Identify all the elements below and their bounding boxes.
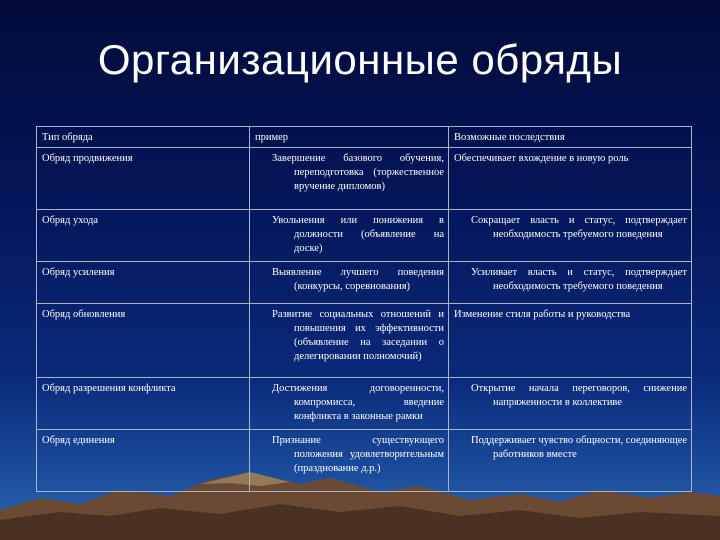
rite-example (250, 148, 449, 210)
rite-type: Обряд обновления (37, 304, 250, 378)
rites-table (36, 126, 692, 492)
rite-type: Обряд усиления (37, 262, 250, 304)
rite-example-text: Увольнения или понижения в должности (объявление на доске) (272, 215, 444, 254)
rite-example-text: Выявление лучшего поведения (конкурсы, соревнования) (272, 267, 444, 292)
rite-example-text: Достижения договоренности, компромисса, введение конфликта в законные рамки (272, 383, 444, 422)
rite-example (250, 378, 449, 430)
rite-type: Обряд разрешения конфликта (37, 378, 250, 430)
rite-example (250, 430, 449, 492)
rite-example (250, 210, 449, 262)
rite-consequence-text: Усиливает власть и статус, подтверждает необходимость требуемого поведения (471, 267, 687, 292)
rite-consequence (449, 262, 692, 304)
rite-type: Обряд продвижения (37, 148, 250, 210)
table-row (37, 430, 692, 492)
rite-example-text: Завершение базового обучения, переподготовка (торжественное вручение дипломов) (272, 153, 444, 192)
table-row (37, 378, 692, 430)
rite-type: Обряд ухода (37, 210, 250, 262)
header-type: Тип обряда (37, 127, 250, 148)
rite-consequence: Изменение стиля работы и руководства (449, 304, 692, 378)
rite-example (250, 262, 449, 304)
rite-consequence-text: Сокращает власть и статус, подтверждает необходимость требуемого поведения (471, 215, 687, 240)
rite-example (250, 304, 449, 378)
rite-consequence (449, 378, 692, 430)
rite-consequence-text: Поддерживает чувство общности, соединяющее работников вместе (471, 435, 687, 460)
rite-type: Обряд единения (37, 430, 250, 492)
table-row (37, 262, 692, 304)
table-row (37, 210, 692, 262)
slide-title: Организационные обряды (97, 36, 623, 83)
table-header-row (37, 127, 692, 148)
rite-consequence (449, 210, 692, 262)
rite-consequence (449, 430, 692, 492)
header-example: пример (250, 127, 449, 148)
table-row (37, 304, 692, 378)
rite-consequence: Обеспечивает вхождение в новую роль (449, 148, 692, 210)
rite-example-text: Развитие социальных отношений и повышения их эффективности (объявление на заседании о делегировании полномочий) (272, 309, 444, 362)
rite-example-text: Признание существующего положения удовлетворительным (празднование д.р.) (272, 435, 444, 474)
table-row (37, 148, 692, 210)
header-consequence: Возможные последствия (449, 127, 692, 148)
rite-consequence-text: Открытие начала переговоров, снижение напряженности в коллективе (471, 383, 687, 408)
